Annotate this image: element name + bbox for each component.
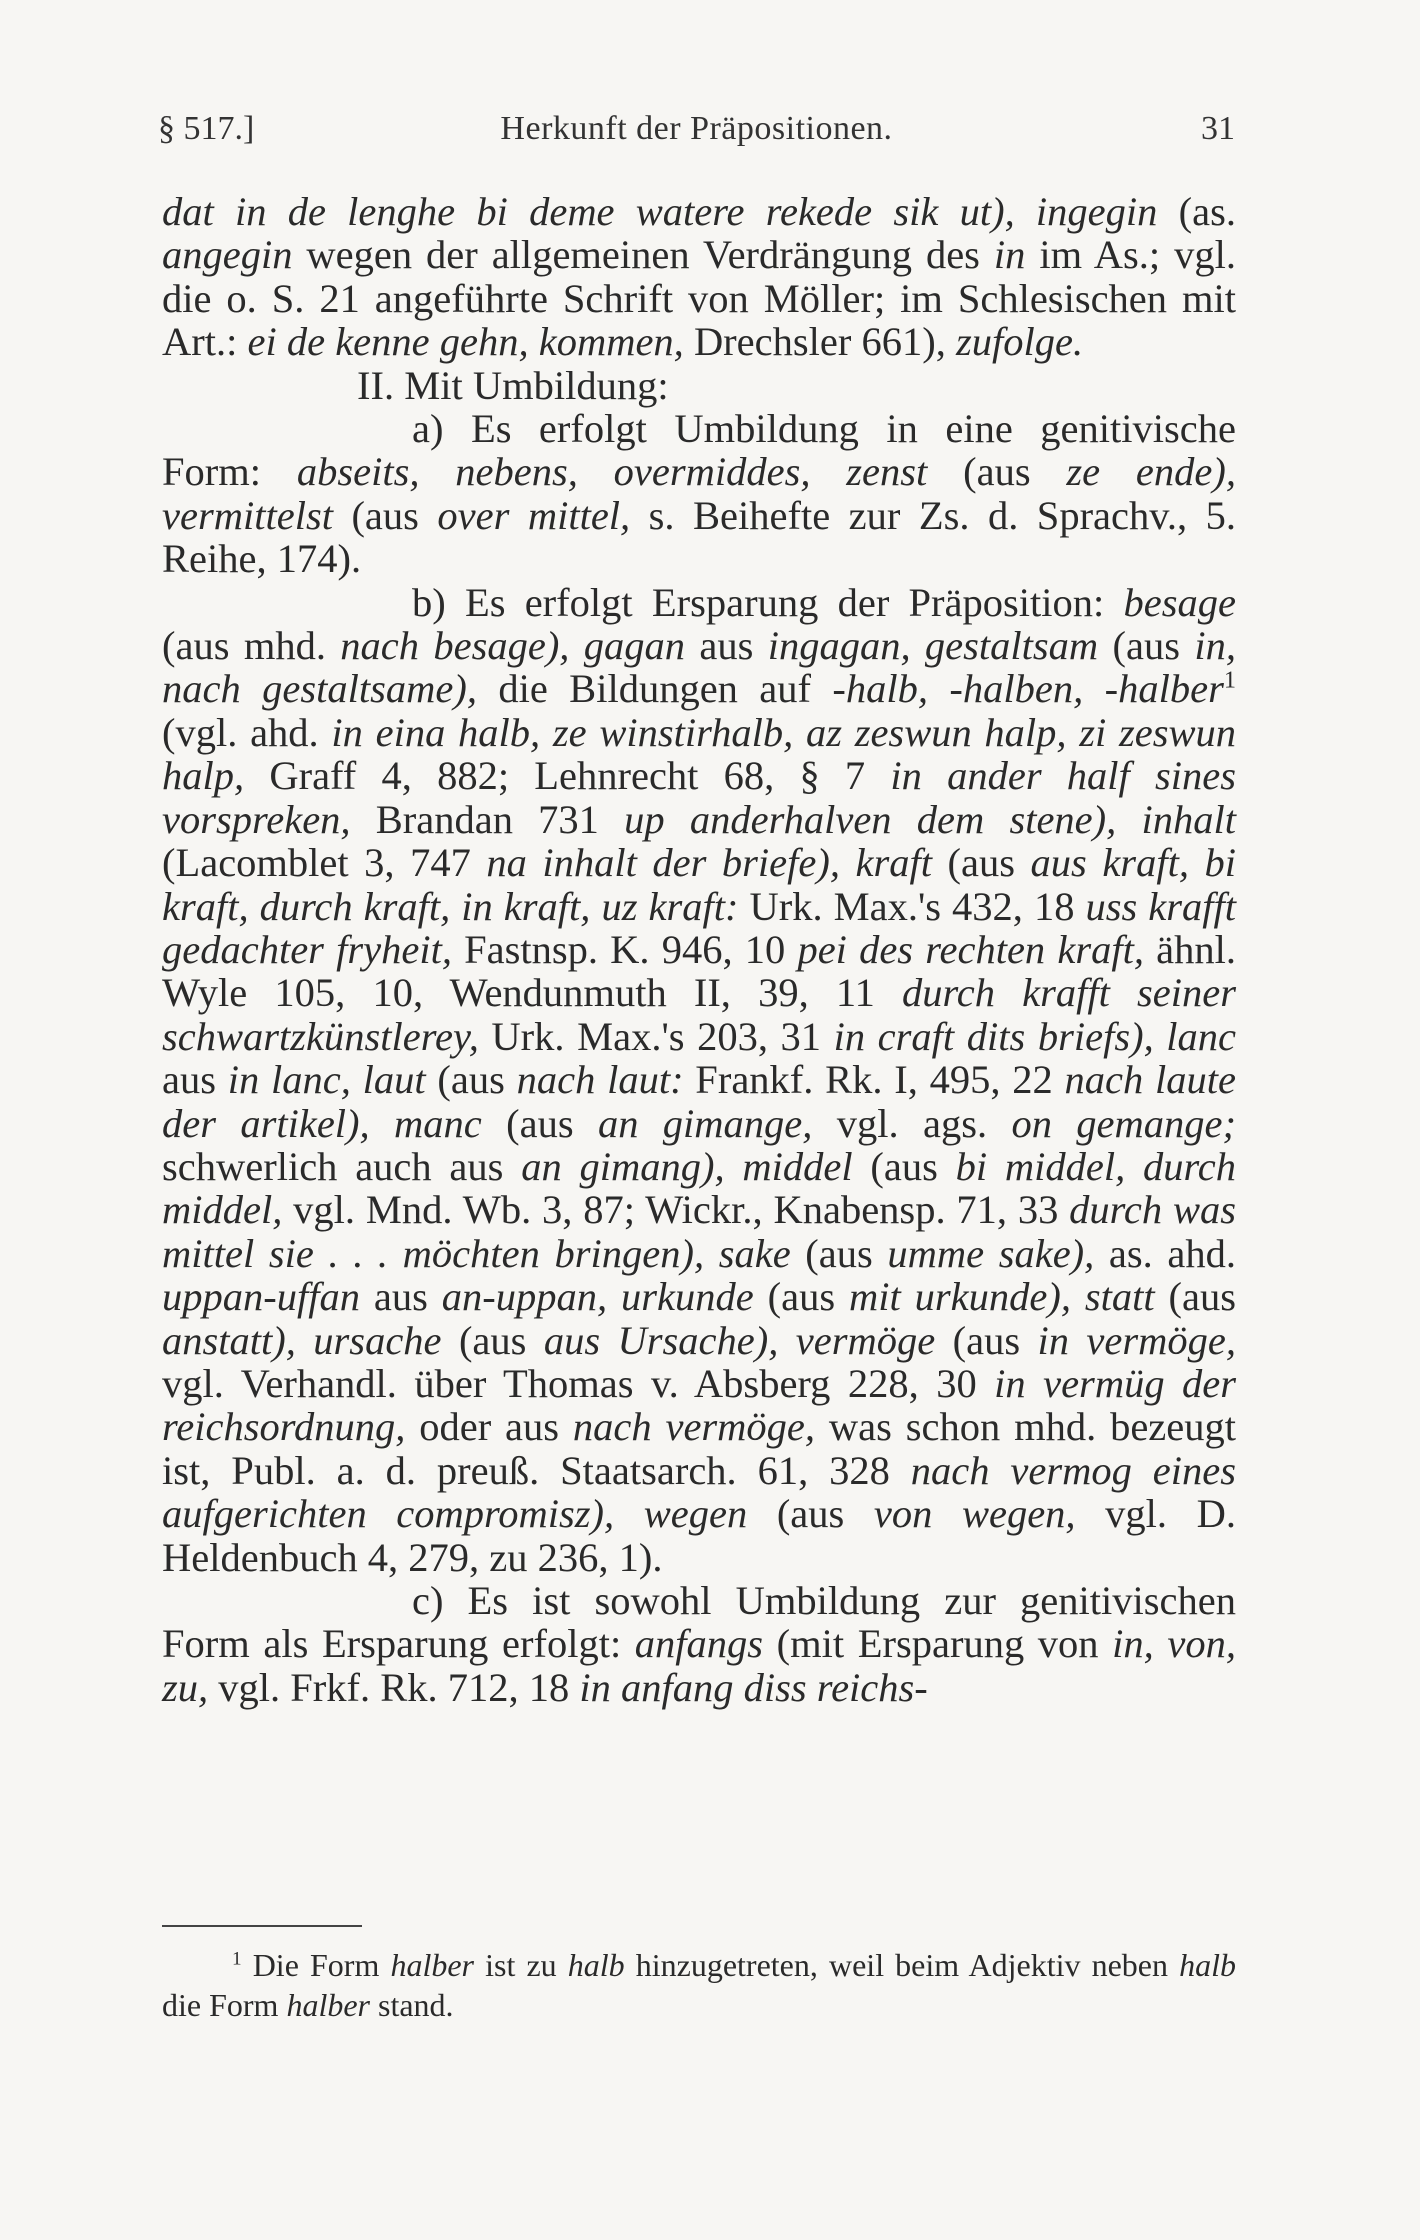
text-span: Die Form <box>241 1947 391 1983</box>
text-span: on gemange; <box>1011 1100 1236 1146</box>
text-span: schwerlich auch aus <box>162 1143 522 1189</box>
footnote <box>162 1945 1236 2025</box>
text-span: anfangs <box>634 1621 764 1667</box>
text-span: uppan-uffan <box>162 1274 360 1320</box>
text-span: an-uppan, urkunde <box>441 1274 754 1320</box>
text-span: na inhalt der briefe), kraft <box>486 840 933 886</box>
text-span: halber <box>390 1947 474 1983</box>
text-span: Fastnsp. K. 946, 10 <box>451 926 798 972</box>
text-span: abseits, nebens, overmiddes, zenst <box>296 449 928 495</box>
text-span: von wegen, <box>873 1491 1076 1537</box>
text-span: b) Es erfolgt Ersparung der Präposition: <box>412 579 1124 625</box>
text-span: in anfang diss reichs- <box>579 1664 928 1710</box>
text-span: vgl. D. Heldenbuch 4, 279, zu 236, 1). <box>162 1491 1236 1580</box>
text-span: hinzugetreten, weil beim Adjektiv neben <box>624 1947 1180 1983</box>
text-span: nach laut: <box>516 1057 684 1103</box>
text-span: aus <box>685 623 768 669</box>
text-span: pei des rechten kraft, <box>797 926 1144 972</box>
text-span: aus <box>360 1274 442 1320</box>
text-span: vgl. Mnd. Wb. 3, 87; Wickr., Knabensp. 71, 33 <box>282 1187 1070 1233</box>
text-span: aus Ursache), vermöge <box>543 1317 936 1363</box>
running-title: Herkunft der Präpositionen. <box>500 110 893 147</box>
text-span: (as. <box>1157 189 1237 234</box>
text-span: durch was mittel sie . . . möchten bringen), sake <box>162 1187 1237 1276</box>
text-span: vgl. Frkf. Rk. 712, 18 <box>208 1664 580 1710</box>
text-span: wegen der allgemeinen Verdrängung des <box>292 232 994 278</box>
text-span: c) Es ist sowohl Umbildung zur genitivischen Form als Ersparung erfolgt: <box>162 1578 1236 1667</box>
text-span: mit urkunde), statt <box>848 1274 1155 1320</box>
text-span: die Form <box>162 1987 287 2023</box>
text-span: angegin <box>162 232 293 278</box>
text-span: halber <box>286 1987 370 2023</box>
text-span: oder aus <box>405 1404 573 1450</box>
text-span: Brandan 731 <box>350 796 625 842</box>
text-span: (aus <box>932 840 1031 886</box>
text-span: zufolge. <box>955 319 1084 365</box>
text-span: ähnl. Wyle 105, 10, Wendunmuth II, 39, 11 <box>162 926 1236 1016</box>
text-span: (aus <box>927 449 1067 495</box>
text-span: aus <box>162 1057 228 1103</box>
text-span: (aus <box>441 1317 544 1363</box>
text-span: in vermüg der reichsordnung, <box>162 1360 1237 1450</box>
text-span: dat in de lenghe bi deme watere rekede sik ut), ingegin <box>162 189 1158 234</box>
text-span: nach besage), gagan <box>340 623 686 669</box>
paragraph-a <box>162 407 1236 581</box>
text-span: vgl. ags. <box>812 1100 1012 1146</box>
text-span: uss krafft gedachter fryheit, <box>162 883 1237 972</box>
text-span: (aus <box>935 1317 1038 1363</box>
text-span: in lanc, laut <box>227 1057 426 1103</box>
text-span: (vgl. ahd. <box>162 709 332 755</box>
text-span: (aus <box>481 1100 598 1146</box>
text-span: (aus <box>852 1143 956 1189</box>
text-span: an gimange, <box>597 1100 813 1146</box>
footnote-marker: 1 <box>1223 666 1236 694</box>
text-span: (aus <box>747 1491 874 1537</box>
paragraph-b <box>162 581 1236 1579</box>
footnote-number: 1 <box>232 1948 242 1970</box>
text-span: aus kraft, bi kraft, durch kraft, in kraft, uz kraft: <box>162 840 1236 929</box>
text-span: II. Mit Umbildung: <box>357 362 669 408</box>
text-span: die Bildungen auf <box>476 666 833 712</box>
text-span: in ander half sines vorspreken, <box>162 753 1236 842</box>
text-span: ingagan, gestaltsam <box>767 623 1099 669</box>
text-span: nach vermog eines aufgerichten compromisz), wegen <box>162 1447 1236 1537</box>
text-span: (Lacomblet 3, 747 <box>162 840 487 886</box>
text-span: bi middel, durch middel, <box>162 1143 1236 1233</box>
text-span: halb <box>1179 1947 1237 1983</box>
text-span: was schon mhd. bezeugt ist, Publ. a. d. preuß. Staatsarch. 61, 328 <box>162 1404 1237 1493</box>
text-span: Drechsler 661), <box>683 319 956 365</box>
text-span: in eina halb, ze winstirhalb, az zeswun halp, zi zeswun halp, <box>162 709 1236 799</box>
main-text <box>162 190 1236 1709</box>
text-span: (aus <box>332 492 438 538</box>
page-number: 31 <box>1201 110 1235 147</box>
text-span: s. Beihefte zur Zs. d. Sprachv., 5. Reihe, 174). <box>162 492 1236 582</box>
text-span: nach vermöge, <box>572 1404 816 1450</box>
paragraph-c <box>162 1579 1236 1709</box>
text-span: durch krafft seiner schwartzkünstlerey, <box>162 970 1236 1059</box>
text-span: besage <box>1123 579 1236 625</box>
text-span: (aus <box>753 1274 849 1320</box>
text-span: a) Es erfolgt Umbildung in eine genitivische Form: <box>162 406 1236 495</box>
text-span: (aus mhd. <box>162 623 341 669</box>
text-span: ei de kenne gehn, kommen, <box>247 319 684 365</box>
text-span: nach laute der artikel), manc <box>162 1057 1236 1146</box>
text-span: Urk. Max.'s 432, 18 <box>738 883 1086 929</box>
text-span: (aus <box>790 1230 888 1276</box>
section-heading <box>162 364 1236 407</box>
text-span: Graff 4, 882; Lehnrecht 68, § 7 <box>244 753 891 799</box>
paragraph-continuation <box>162 190 1236 364</box>
text-span: an gimang), middel <box>521 1143 853 1189</box>
text-span: ist zu <box>474 1947 568 1983</box>
text-span: -halb, -halben, -halber <box>832 666 1224 712</box>
text-span: as. ahd. <box>1094 1230 1236 1276</box>
text-span: stand. <box>369 1987 454 2023</box>
text-span: vgl. Verhandl. über Thomas v. Absberg 228, 30 <box>162 1360 995 1406</box>
text-span: over mittel, <box>437 492 631 538</box>
footnote-rule <box>162 1925 362 1927</box>
text-span: in, nach gestaltsame), <box>162 623 1236 712</box>
text-span: halb <box>567 1947 625 1983</box>
text-span: anstatt), ursache <box>162 1317 442 1363</box>
text-span: (mit Ersparung von <box>763 1621 1113 1667</box>
text-span: Urk. Max.'s 203, 31 <box>478 1013 834 1059</box>
text-span: in <box>993 232 1026 278</box>
text-span: in vermöge, <box>1037 1317 1236 1363</box>
text-span: (aus <box>1154 1274 1236 1320</box>
text-span: (aus <box>425 1057 517 1103</box>
text-span: in craft dits briefs), lanc <box>833 1013 1236 1059</box>
text-span: im As.; vgl. die o. S. 21 angeführte Schrift von Möller; im Schlesischen mit Art.: <box>162 232 1236 365</box>
running-header <box>158 110 1235 160</box>
text-span: ze ende), vermittelst <box>162 449 1236 538</box>
section-reference: § 517.] <box>158 110 255 147</box>
text-span: umme sake), <box>887 1230 1095 1276</box>
text-span: (aus <box>1098 623 1195 669</box>
text-span: Frankf. Rk. I, 495, 22 <box>683 1057 1065 1103</box>
text-span: up anderhalven dem stene), inhalt <box>624 796 1236 842</box>
text-span: in, von, zu, <box>162 1621 1236 1710</box>
